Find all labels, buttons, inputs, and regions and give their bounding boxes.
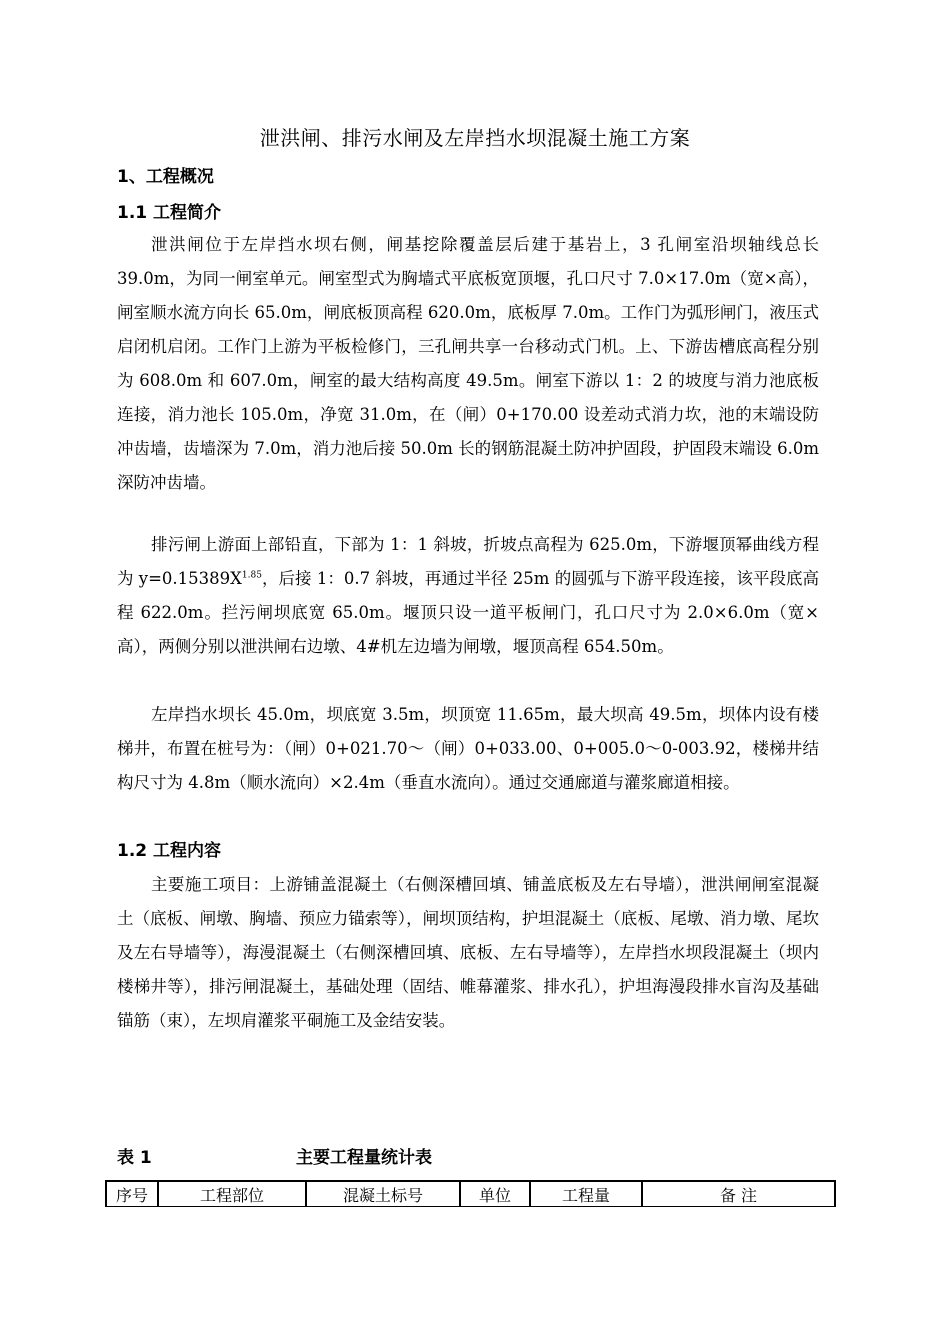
paragraph-main-items: 主要施工项目：上游铺盖混凝土（右侧深槽回填、铺盖底板及左右导墙），泄洪闸闸室混凝土（底板、闸墩、胸墙、预应力锚索等），闸坝顶结构，护坦混凝土（底板、尾墩、消力墩、尾坎及左右导墙等），海漫混凝土（右侧深槽回填、底板、左右导墙等），左岸挡水坝段混凝土（坝内楼梯井等），排污闸混凝土，基础处理（固结、帷幕灌浆、排水孔），护坦海漫段排水盲沟及基础锚筋（束），左坝肩灌浆平硐施工及金结安装。 <box>117 875 819 1030</box>
column-header-quantity: 工程量 <box>530 1181 642 1207</box>
paragraph-sewage-gate-part2: ，后接 1：0.7 斜坡，再通过半径 25m 的圆弧与下游平段连接，该平段底高程 622.0m。拦污闸坝底宽 65.0m。堰顶只设一道平板闸门，孔口尺寸为 2.0×6.0m（宽×高），两侧分别以泄洪闸右边墩、4#机左边墙为闸墩，堰顶高程 654.50m。 <box>117 569 820 656</box>
table-title: 主要工程量统计表 <box>296 1148 432 1168</box>
quantity-table <box>105 1180 836 1207</box>
column-header-concrete-grade: 混凝土标号 <box>306 1181 460 1207</box>
table-caption: 表 1 <box>117 1148 152 1168</box>
document-title: 泄洪闸、排污水闸及左岸挡水坝混凝土施工方案 <box>259 126 691 150</box>
paragraph-left-bank-dam: 左岸挡水坝长 45.0m，坝底宽 3.5m，坝顶宽 11.65m，最大坝高 49.5m，坝体内设有楼梯井，布置在桩号为：（闸）0+021.70～（闸）0+033.00、0+005.0～0-003.92，楼梯井结构尺寸为 4.8m（顺水流向）×2.4m（垂直水流向）。通过交通廊道与灌浆廊道相接。 <box>117 705 819 792</box>
column-header-index: 序号 <box>106 1181 158 1207</box>
paragraph-sewage-gate <box>117 528 819 664</box>
column-header-remarks: 备 注 <box>642 1181 835 1207</box>
table-header-row <box>106 1181 835 1207</box>
exponent: 1.85 <box>241 570 262 581</box>
section-heading-content: 1.2 工程内容 <box>117 841 222 861</box>
paragraph-spillway: 泄洪闸位于左岸挡水坝右侧，闸基挖除覆盖层后建于基岩上，3 孔闸室沿坝轴线总长 39.0m，为同一闸室单元。闸室型式为胸墙式平底板宽顶堰，孔口尺寸 7.0×17.0m（宽×高），闸室顺水流方向长 65.0m，闸底板顶高程 620.0m，底板厚 7.0m。工作门为弧形闸门，液压式启闭机启闭。工作门上游为平板检修门，三孔闸共享一台移动式门机。上、下游齿槽底高程分别为 608.0m 和 607.0m，闸室的最大结构高度 49.5m。闸室下游以 1：2 的坡度与消力池底板连接，消力池长 105.0m，净宽 31.0m，在（闸）0+170.00 设差动式消力坎，池的末端设防冲齿墙，齿墙深为 7.0m，消力池后接 50.0m 长的钢筋混凝土防冲护固段，护固段末端设 6.0m 深防冲齿墙。 <box>117 235 819 492</box>
section-heading-overview: 1、工程概况 <box>117 167 214 187</box>
paragraph-sewage-gate-part1: 排污闸上游面上部铅直，下部为 1：1 斜坡，折坡点高程为 625.0m，下游堰顶幂曲线方程为 y=0.15389X <box>117 535 819 588</box>
section-heading-intro: 1.1 工程简介 <box>117 203 222 223</box>
column-header-location: 工程部位 <box>158 1181 306 1207</box>
column-header-unit: 单位 <box>460 1181 530 1207</box>
